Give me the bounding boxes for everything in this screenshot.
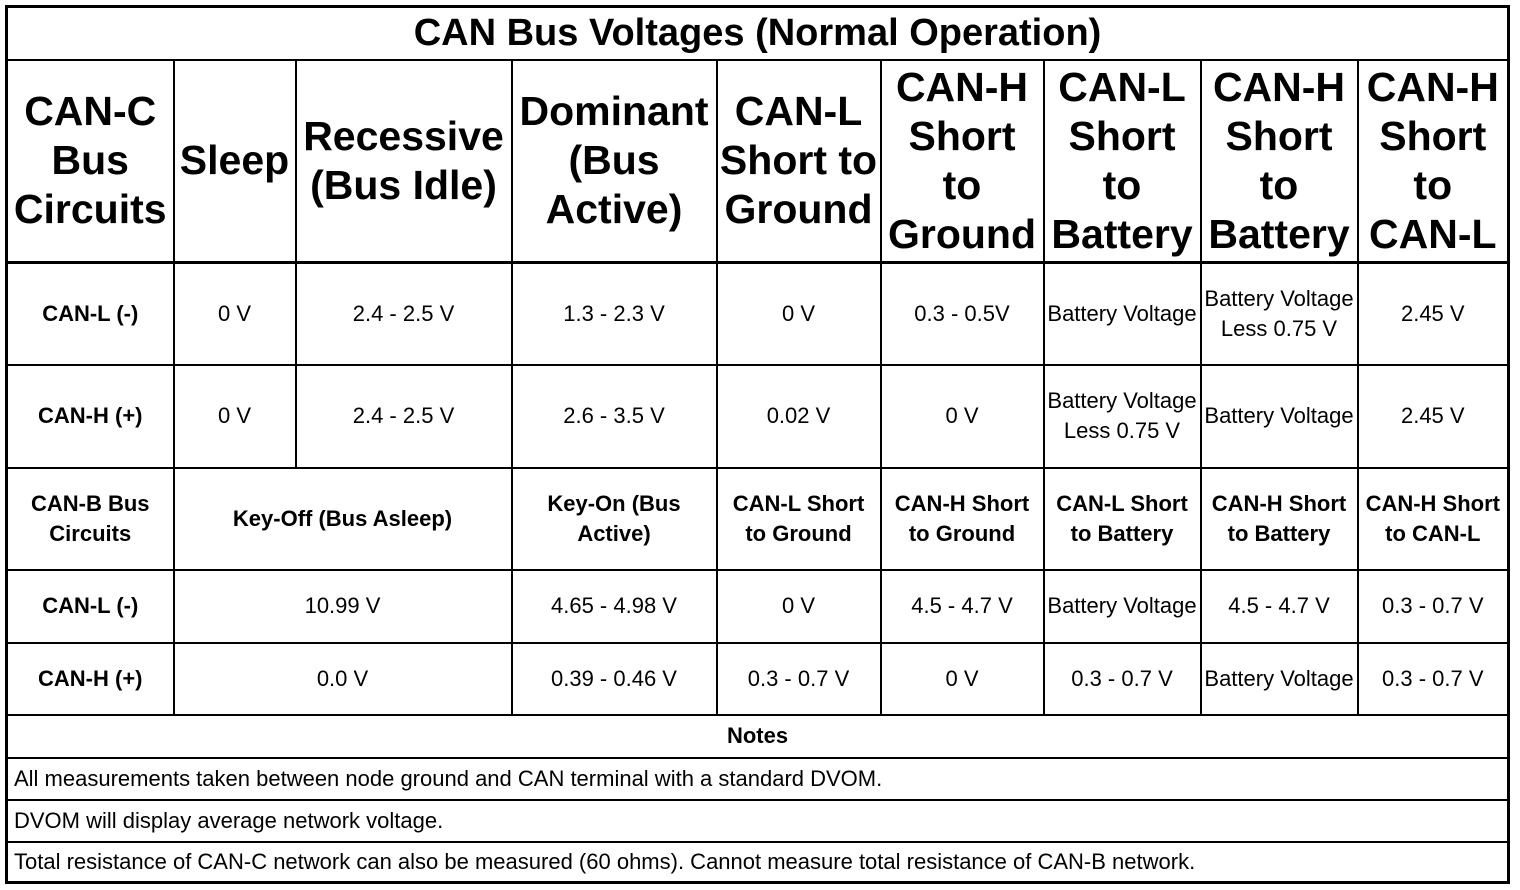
recessive-header: Recessive (Bus Idle)	[296, 60, 512, 263]
key-off-header: Key-Off (Bus Asleep)	[174, 468, 512, 570]
can-c-circuits-header: CAN-C Bus Circuits	[7, 60, 174, 263]
table-row	[7, 643, 1509, 715]
can-b-h-short-can-l-header: CAN-H Short to CAN-L	[1358, 468, 1509, 570]
table-cell: 0 V	[174, 365, 296, 468]
table-cell: 0.39 - 0.46 V	[512, 643, 717, 715]
dominant-header: Dominant (Bus Active)	[512, 60, 717, 263]
table-cell: 10.99 V	[174, 570, 512, 643]
table-cell: 2.45 V	[1358, 365, 1509, 468]
can-b-header-row	[7, 468, 1509, 570]
table-row	[7, 570, 1509, 643]
can-b-l-short-ground-header: CAN-L Short to Ground	[717, 468, 881, 570]
table-cell: 0.3 - 0.5V	[881, 263, 1044, 365]
table-cell: 2.4 - 2.5 V	[296, 365, 512, 468]
table-cell: Battery Voltage	[1201, 365, 1358, 468]
table-cell: 0.02 V	[717, 365, 881, 468]
can-h-short-battery-header: CAN-H Short to Battery	[1201, 60, 1358, 263]
table-cell: 0 V	[174, 263, 296, 365]
notes-heading: Notes	[7, 715, 1509, 758]
table-cell: 0.3 - 0.7 V	[1044, 643, 1201, 715]
table-cell: 4.5 - 4.7 V	[881, 570, 1044, 643]
table-title: CAN Bus Voltages (Normal Operation)	[7, 7, 1509, 60]
can-b-circuits-header: CAN-B Bus Circuits	[7, 468, 174, 570]
table-cell: 0 V	[717, 570, 881, 643]
table-cell: Battery Voltage	[1044, 263, 1201, 365]
table-cell: Battery Voltage Less 0.75 V	[1044, 365, 1201, 468]
table-cell: 0 V	[881, 643, 1044, 715]
note-item: Total resistance of CAN-C network can also be measured (60 ohms). Cannot measure total resistance of CAN-B network.	[7, 842, 1509, 883]
can-voltage-table	[5, 5, 1510, 884]
table-cell: 2.6 - 3.5 V	[512, 365, 717, 468]
sleep-header: Sleep	[174, 60, 296, 263]
table-cell: 1.3 - 2.3 V	[512, 263, 717, 365]
row-label-can-b-can-l: CAN-L (-)	[7, 570, 174, 643]
table-row	[7, 263, 1509, 365]
note-item: DVOM will display average network voltage.	[7, 800, 1509, 842]
can-l-short-ground-header: CAN-L Short to Ground	[717, 60, 881, 263]
table-cell: 0.3 - 0.7 V	[1358, 570, 1509, 643]
table-cell: Battery Voltage	[1044, 570, 1201, 643]
row-label-can-c-can-h: CAN-H (+)	[7, 365, 174, 468]
note-item: All measurements taken between node ground and CAN terminal with a standard DVOM.	[7, 758, 1509, 800]
table-cell: 4.65 - 4.98 V	[512, 570, 717, 643]
row-label-can-b-can-h: CAN-H (+)	[7, 643, 174, 715]
table-row	[7, 365, 1509, 468]
can-h-short-can-l-header: CAN-H Short to CAN-L	[1358, 60, 1509, 263]
table-cell: 2.45 V	[1358, 263, 1509, 365]
table-cell: 0 V	[717, 263, 881, 365]
table-cell: Battery Voltage Less 0.75 V	[1201, 263, 1358, 365]
can-b-h-short-battery-header: CAN-H Short to Battery	[1201, 468, 1358, 570]
table-cell: 4.5 - 4.7 V	[1201, 570, 1358, 643]
table-cell: 0.3 - 0.7 V	[717, 643, 881, 715]
table-cell: 2.4 - 2.5 V	[296, 263, 512, 365]
key-on-header: Key-On (Bus Active)	[512, 468, 717, 570]
can-b-h-short-ground-header: CAN-H Short to Ground	[881, 468, 1044, 570]
table-cell: Battery Voltage	[1201, 643, 1358, 715]
can-b-l-short-battery-header: CAN-L Short to Battery	[1044, 468, 1201, 570]
can-c-header-row	[7, 60, 1509, 263]
table-cell: 0.0 V	[174, 643, 512, 715]
table-cell: 0 V	[881, 365, 1044, 468]
can-l-short-battery-header: CAN-L Short to Battery	[1044, 60, 1201, 263]
row-label-can-c-can-l: CAN-L (-)	[7, 263, 174, 365]
can-h-short-ground-header: CAN-H Short to Ground	[881, 60, 1044, 263]
table-cell: 0.3 - 0.7 V	[1358, 643, 1509, 715]
